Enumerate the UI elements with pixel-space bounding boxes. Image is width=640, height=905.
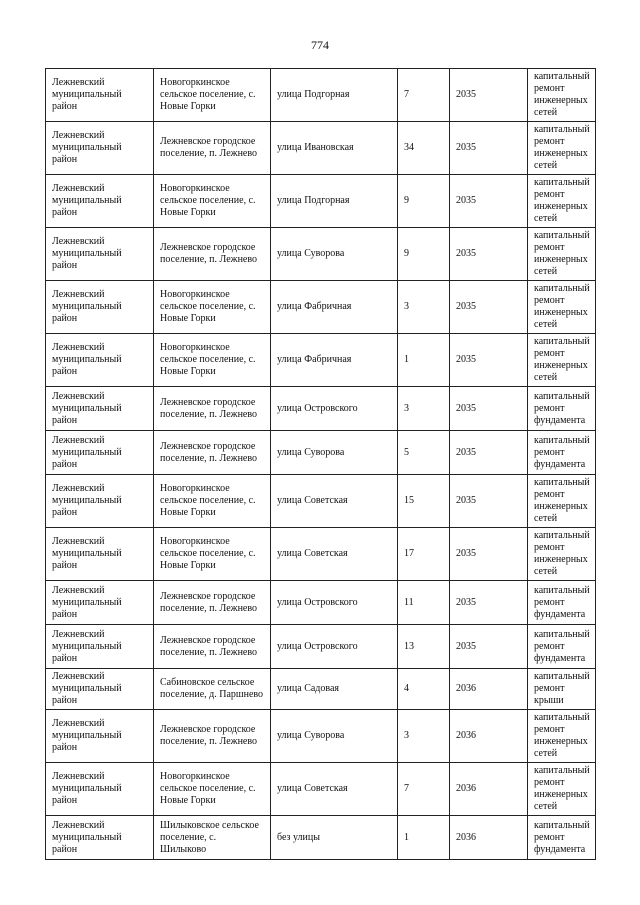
settlement-cell: Новогоркинское сельское поселение, с. Новые Горки [154, 69, 271, 122]
year-cell: 2036 [450, 816, 528, 860]
district-cell: Лежневский муниципальный район [46, 581, 154, 625]
settlement-cell: Лежневское городское поселение, п. Лежнево [154, 387, 271, 431]
work-type-cell: капитальный ремонт крыши [528, 669, 596, 710]
page-number: 774 [311, 38, 329, 52]
table-row [46, 281, 596, 334]
work-type-cell: капитальный ремонт инженерных сетей [528, 475, 596, 528]
house-number-cell: 1 [398, 816, 450, 860]
street-cell: улица Советская [271, 475, 398, 528]
work-type-cell: капитальный ремонт инженерных сетей [528, 228, 596, 281]
year-cell: 2035 [450, 475, 528, 528]
settlement-cell: Лежневское городское поселение, п. Лежнево [154, 122, 271, 175]
district-cell: Лежневский муниципальный район [46, 528, 154, 581]
year-cell: 2035 [450, 281, 528, 334]
settlement-cell: Лежневское городское поселение, п. Лежнево [154, 581, 271, 625]
street-cell: улица Суворова [271, 710, 398, 763]
year-cell: 2035 [450, 431, 528, 475]
street-cell: улица Подгорная [271, 175, 398, 228]
house-number-cell: 34 [398, 122, 450, 175]
year-cell: 2035 [450, 528, 528, 581]
work-type-cell: капитальный ремонт инженерных сетей [528, 710, 596, 763]
work-type-cell: капитальный ремонт фундамента [528, 581, 596, 625]
street-cell: улица Фабричная [271, 334, 398, 387]
table-row [46, 175, 596, 228]
table-row [46, 625, 596, 669]
table-row [46, 228, 596, 281]
table-row [46, 334, 596, 387]
table-row [46, 669, 596, 710]
table-row [46, 528, 596, 581]
year-cell: 2036 [450, 763, 528, 816]
street-cell: без улицы [271, 816, 398, 860]
settlement-cell: Новогоркинское сельское поселение, с. Новые Горки [154, 281, 271, 334]
table-row [46, 816, 596, 860]
house-number-cell: 13 [398, 625, 450, 669]
year-cell: 2036 [450, 710, 528, 763]
settlement-cell: Шилыковское сельское поселение, с. Шилыково [154, 816, 271, 860]
table-row [46, 763, 596, 816]
work-type-cell: капитальный ремонт инженерных сетей [528, 528, 596, 581]
year-cell: 2035 [450, 387, 528, 431]
street-cell: улица Суворова [271, 228, 398, 281]
street-cell: улица Советская [271, 763, 398, 816]
district-cell: Лежневский муниципальный район [46, 334, 154, 387]
district-cell: Лежневский муниципальный район [46, 228, 154, 281]
house-number-cell: 3 [398, 281, 450, 334]
work-type-cell: капитальный ремонт инженерных сетей [528, 334, 596, 387]
house-number-cell: 4 [398, 669, 450, 710]
settlement-cell: Новогоркинское сельское поселение, с. Новые Горки [154, 334, 271, 387]
work-type-cell: капитальный ремонт фундамента [528, 625, 596, 669]
district-cell: Лежневский муниципальный район [46, 816, 154, 860]
district-cell: Лежневский муниципальный район [46, 431, 154, 475]
settlement-cell: Лежневское городское поселение, п. Лежнево [154, 710, 271, 763]
settlement-cell: Новогоркинское сельское поселение, с. Новые Горки [154, 528, 271, 581]
district-cell: Лежневский муниципальный район [46, 387, 154, 431]
year-cell: 2035 [450, 122, 528, 175]
work-type-cell: капитальный ремонт инженерных сетей [528, 175, 596, 228]
year-cell: 2035 [450, 69, 528, 122]
house-number-cell: 1 [398, 334, 450, 387]
year-cell: 2036 [450, 669, 528, 710]
street-cell: улица Садовая [271, 669, 398, 710]
street-cell: улица Суворова [271, 431, 398, 475]
table-row [46, 387, 596, 431]
work-type-cell: капитальный ремонт инженерных сетей [528, 69, 596, 122]
street-cell: улица Островского [271, 581, 398, 625]
work-type-cell: капитальный ремонт фундамента [528, 387, 596, 431]
house-number-cell: 5 [398, 431, 450, 475]
house-number-cell: 3 [398, 387, 450, 431]
district-cell: Лежневский муниципальный район [46, 122, 154, 175]
work-type-cell: капитальный ремонт инженерных сетей [528, 763, 596, 816]
table-body [46, 69, 596, 860]
district-cell: Лежневский муниципальный район [46, 710, 154, 763]
house-number-cell: 3 [398, 710, 450, 763]
district-cell: Лежневский муниципальный район [46, 475, 154, 528]
house-number-cell: 7 [398, 763, 450, 816]
settlement-cell: Сабиновское сельское поселение, д. Паршнево [154, 669, 271, 710]
street-cell: улица Островского [271, 625, 398, 669]
house-number-cell: 7 [398, 69, 450, 122]
settlement-cell: Лежневское городское поселение, п. Лежнево [154, 431, 271, 475]
house-number-cell: 9 [398, 175, 450, 228]
work-type-cell: капитальный ремонт фундамента [528, 431, 596, 475]
house-number-cell: 11 [398, 581, 450, 625]
street-cell: улица Островского [271, 387, 398, 431]
table-row [46, 431, 596, 475]
district-cell: Лежневский муниципальный район [46, 281, 154, 334]
settlement-cell: Новогоркинское сельское поселение, с. Новые Горки [154, 175, 271, 228]
year-cell: 2035 [450, 175, 528, 228]
street-cell: улица Подгорная [271, 69, 398, 122]
table-row [46, 475, 596, 528]
year-cell: 2035 [450, 228, 528, 281]
street-cell: улица Ивановская [271, 122, 398, 175]
year-cell: 2035 [450, 334, 528, 387]
table-row [46, 69, 596, 122]
district-cell: Лежневский муниципальный район [46, 763, 154, 816]
settlement-cell: Лежневское городское поселение, п. Лежнево [154, 228, 271, 281]
table-row [46, 710, 596, 763]
street-cell: улица Фабричная [271, 281, 398, 334]
house-number-cell: 17 [398, 528, 450, 581]
house-number-cell: 9 [398, 228, 450, 281]
table-row [46, 581, 596, 625]
district-cell: Лежневский муниципальный район [46, 625, 154, 669]
housing-repair-table [45, 68, 596, 860]
house-number-cell: 15 [398, 475, 450, 528]
table-row [46, 122, 596, 175]
work-type-cell: капитальный ремонт инженерных сетей [528, 281, 596, 334]
settlement-cell: Новогоркинское сельское поселение, с. Новые Горки [154, 475, 271, 528]
district-cell: Лежневский муниципальный район [46, 69, 154, 122]
district-cell: Лежневский муниципальный район [46, 669, 154, 710]
settlement-cell: Новогоркинское сельское поселение, с. Новые Горки [154, 763, 271, 816]
street-cell: улица Советская [271, 528, 398, 581]
work-type-cell: капитальный ремонт фундамента [528, 816, 596, 860]
year-cell: 2035 [450, 581, 528, 625]
year-cell: 2035 [450, 625, 528, 669]
district-cell: Лежневский муниципальный район [46, 175, 154, 228]
work-type-cell: капитальный ремонт инженерных сетей [528, 122, 596, 175]
settlement-cell: Лежневское городское поселение, п. Лежнево [154, 625, 271, 669]
